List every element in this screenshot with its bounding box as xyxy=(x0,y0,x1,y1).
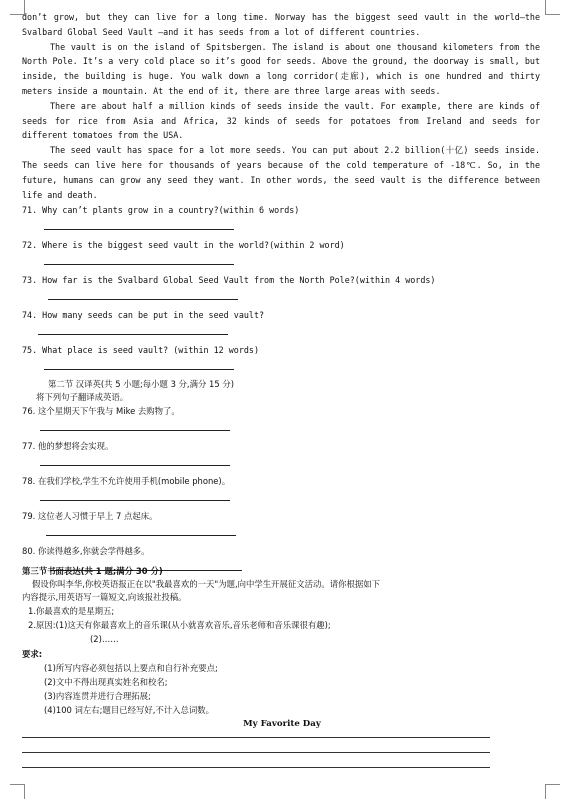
answer-line[interactable] xyxy=(40,430,230,431)
writing-prompt: 内容提示,用英语写一篇短文,向该报社投稿。 xyxy=(22,592,187,602)
crop-mark xyxy=(10,784,25,799)
writing-section xyxy=(22,566,542,768)
question-73: 73. How far is the Svalbard Global Seed Vault from the North Pole?(within 4 words) xyxy=(22,275,436,286)
answer-line[interactable] xyxy=(48,299,238,300)
passage-paragraph: The seed vault has space for a lot more seeds. You can put about 2.2 billion(十亿) seeds inside. The seeds can live here for thousands of years because of the cold temperature of -18℃. So, in the future, humans can grow any seed they want. In other words, the seed vault is the difference between life and death. xyxy=(22,145,540,200)
requirements-label: 要求: xyxy=(22,649,43,659)
section-heading: 第三节书面表达(共 1 题;满分 30 分) xyxy=(22,566,163,576)
crop-mark xyxy=(545,0,560,15)
translation-item-80: 80. 你读得越多,你就会学得越多。 xyxy=(22,546,150,556)
passage-paragraph: The vault is on the island of Spitsbergen. The island is about one thousand kilometers from the North Pole. It’s a very cold place so it’s good for seeds. Above the ground, the doorway is small, but inside, the building is huge. You walk down a long corridor(走廊), which is one hundred and thirty meters inside a mountain. At the end of it, there are three large areas with seeds. xyxy=(22,41,540,96)
section-instruction: 将下列句子翻译成英语。 xyxy=(36,392,129,402)
answer-line[interactable] xyxy=(40,500,230,501)
answer-line[interactable] xyxy=(46,535,236,536)
reading-passage xyxy=(22,10,540,370)
passage-paragraph: There are about half a million kinds of seeds inside the vault. For example, there are kinds of seeds for rice from Asia and Africa, 32 kinds of seeds for potatoes from Ireland and seeds for different tomatoes from the USA. xyxy=(22,100,540,141)
translation-item-78: 78. 在我们学校,学生不允许使用手机(mobile phone)。 xyxy=(22,476,231,486)
translation-section xyxy=(22,379,542,571)
translation-item-76: 76. 这个星期天下午我与 Mike 去购物了。 xyxy=(22,406,180,416)
crop-mark xyxy=(545,784,560,799)
requirement-item: (1)所写内容必须包括以上要点和自行补充要点; xyxy=(44,663,218,673)
translation-item-79: 79. 这位老人习惯于早上 7 点起床。 xyxy=(22,511,158,521)
content-point: 2.原因:(1)这天有你最喜欢上的音乐课(从小就喜欢音乐,音乐老师和音乐课很有趣); xyxy=(28,620,331,630)
writing-line[interactable] xyxy=(22,737,490,738)
requirement-item: (4)100 词左右;题目已经写好,不计入总词数。 xyxy=(44,705,214,715)
answer-line[interactable] xyxy=(44,369,234,370)
question-list xyxy=(22,205,540,370)
question-74: 74. How many seeds can be put in the seed vault? xyxy=(22,310,265,321)
answer-line[interactable] xyxy=(38,334,228,335)
translation-item-77: 77. 他的梦想将会实现。 xyxy=(22,441,114,451)
answer-line[interactable] xyxy=(40,465,230,466)
essay-title: My Favorite Day xyxy=(243,719,321,729)
requirement-item: (3)内容连贯并进行合理拓展; xyxy=(44,691,151,701)
question-75: 75. What place is seed vault? (within 12 words) xyxy=(22,345,259,356)
requirement-item: (2)文中不得出现真实姓名和校名; xyxy=(44,677,168,687)
writing-line[interactable] xyxy=(22,767,490,768)
section-heading: 第二节 汉译英(共 5 小题;每小题 3 分,满分 15 分) xyxy=(48,379,234,389)
content-point: 1.你最喜欢的是星期五; xyxy=(28,606,115,616)
answer-line[interactable] xyxy=(44,264,234,265)
answer-line[interactable] xyxy=(44,229,234,230)
writing-prompt: 假设你叫李华,你校英语报正在以"我最喜欢的一天"为题,向中学生开展征文活动。请你根据如下 xyxy=(32,579,381,589)
passage-paragraph: don’t grow, but they can live for a long time. Norway has the biggest seed vault in the world—the Svalbard Global Seed Vault —and it has seeds from a lot of different countries. xyxy=(22,12,540,37)
question-72: 72. Where is the biggest seed vault in the world?(within 2 word) xyxy=(22,240,345,251)
content-point: (2)…… xyxy=(90,634,119,644)
question-71: 71. Why can’t plants grow in a country?(within 6 words) xyxy=(22,205,300,216)
writing-line[interactable] xyxy=(22,752,490,753)
